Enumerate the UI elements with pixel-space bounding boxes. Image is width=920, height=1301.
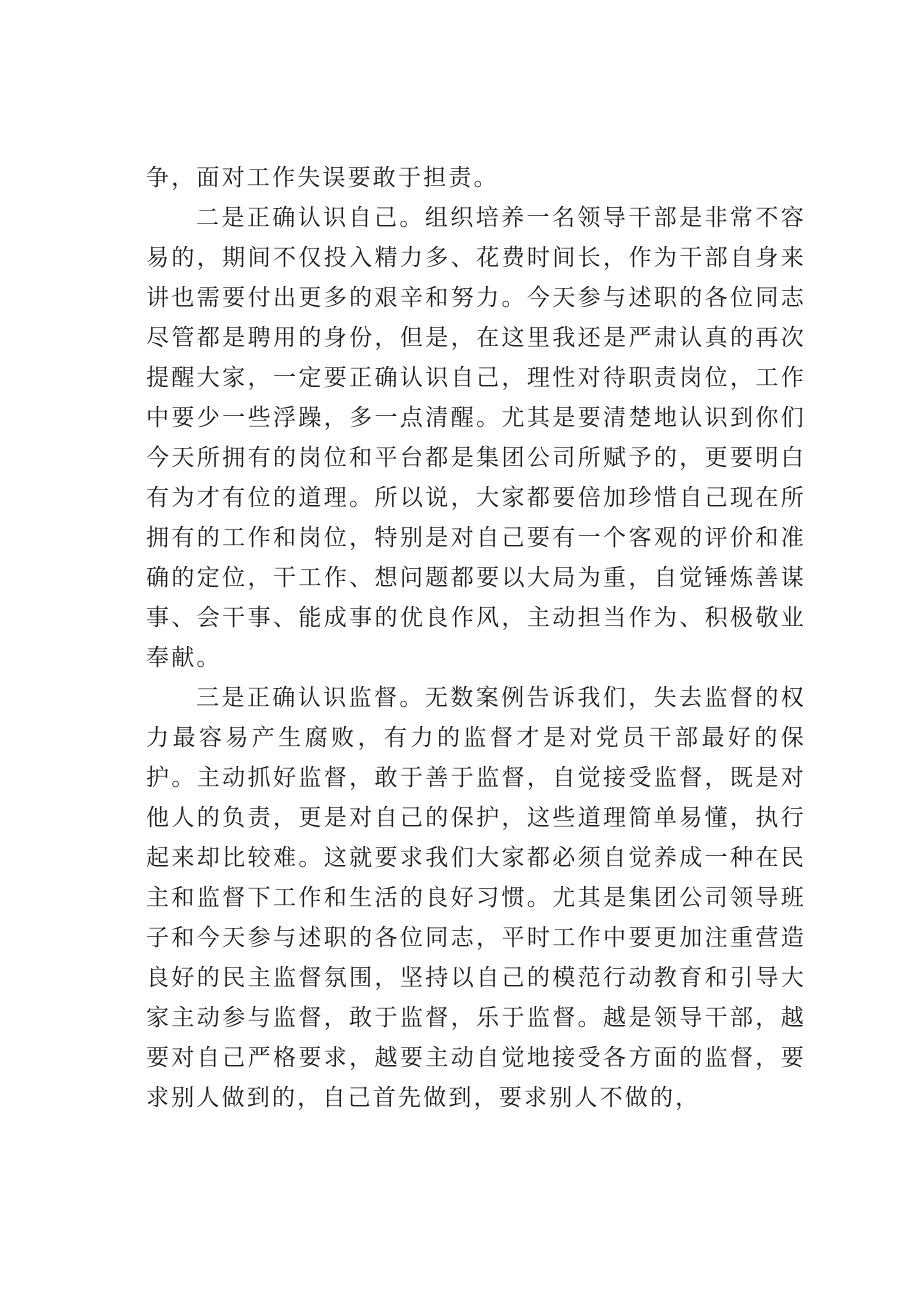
document-body — [146, 158, 806, 1118]
paragraph-recognize-self: 二是正确认识自己。组织培养一名领导干部是非常不容易的，期间不仅投入精力多、花费时间长，作为干部自身来讲也需要付出更多的艰辛和努力。今天参与述职的各位同志尽管都是聘用的身份，但是，在这里我还是严肃认真的再次提醒大家，一定要正确认识自己，理性对待职责岗位，工作中要少一些浮躁，多一点清醒。尤其是要清楚地认识到你们今天所拥有的岗位和平台都是集团公司所赋予的，更要明白有为才有位的道理。所以说，大家都要倍加珍惜自己现在所拥有的工作和岗位，特别是对自己要有一个客观的评价和准确的定位，干工作、想问题都要以大局为重，自觉锤炼善谋事、会干事、能成事的优良作风，主动担当作为、积极敬业奉献。 — [146, 205, 806, 671]
paragraph-recognize-supervision: 三是正确认识监督。无数案例告诉我们，失去监督的权力最容易产生腐败，有力的监督才是对党员干部最好的保护。主动抓好监督，敢于善于监督，自觉接受监督，既是对他人的负责，更是对自己的保护，这些道理简单易懂，执行起来却比较难。这就要求我们大家都必须自觉养成一种在民主和监督下工作和生活的良好习惯。尤其是集团公司领导班子和今天参与述职的各位同志，平时工作中要更加注重营造良好的民主监督氛围，坚持以自己的模范行动教育和引导大家主动参与监督，敢于监督，乐于监督。越是领导干部，越要对自己严格要求，越要主动自觉地接受各方面的监督，要求别人做到的，自己首先做到，要求别人不做的， — [146, 685, 806, 1111]
paragraph-continuation: 争，面对工作失误要敢于担责。 — [146, 165, 499, 191]
